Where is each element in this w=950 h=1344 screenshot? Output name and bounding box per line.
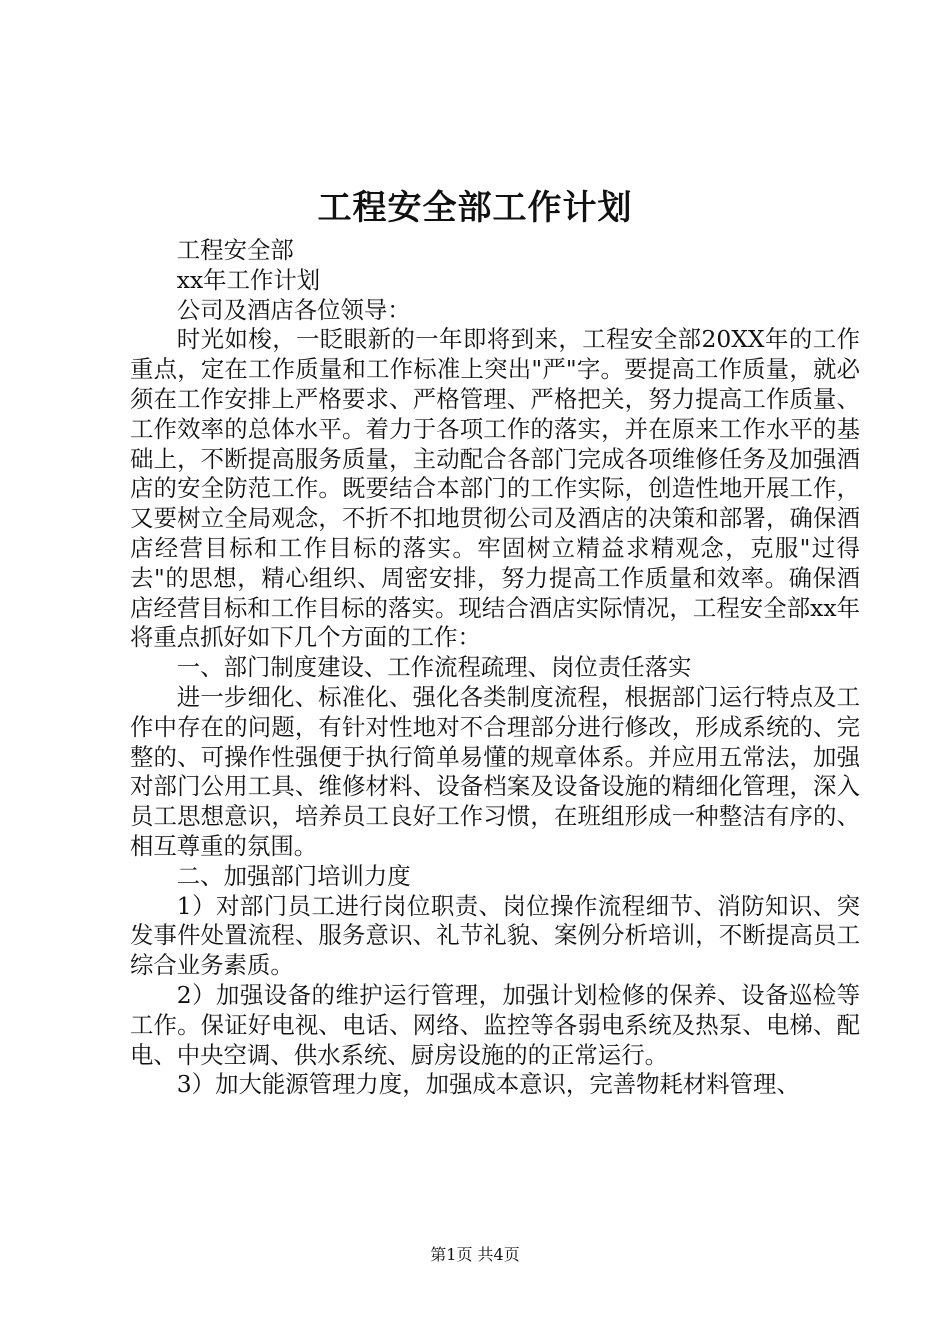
paragraph-intro: 时光如梭，一眨眼新的一年即将到来，工程安全部20XX年的工作重点，定在工作质量和工作标准上突出"严"字。要提高工作质量，就必须在工作安排上严格要求、严格管理、严格把关，努力提高工作质量、工作效率的总体水平。着力于各项工作的落实，并在原来工作水平的基础上，不断提高服务质量，主动配合各部门完成各项维修任务及加强酒店的安全防范工作。既要结合本部门的工作实际，创造性地开展工作，又要树立全局观念，不折不扣地贯彻公司及酒店的决策和部署，确保酒店经营目标和工作目标的落实。牢固树立精益求精观念，克服"过得去"的思想，精心组织、周密安排，努力提高工作质量和效率。确保酒店经营目标和工作目标的落实。现结合酒店实际情况，工程安全部xx年将重点抓好如下几个方面的工作： [130,325,860,652]
section-heading-1: 一、部门制度建设、工作流程疏理、岗位责任落实 [176,653,692,682]
paragraph-plan-year: xx年工作计划 [176,265,321,294]
paragraph-salutation: 公司及酒店各位领导： [176,295,411,324]
paragraph-item-1: 1）对部门员工进行岗位职责、岗位操作流程细节、消防知识、突发事件处置流程、服务意识、礼节礼貌、案例分析培训，不断提高员工综合业务素质。 [130,891,860,980]
document-body [130,236,860,1100]
paragraph-item-2: 2）加强设备的维护运行管理，加强计划检修的保养、设备巡检等工作。保证好电视、电话、网络、监控等各弱电系统及热泵、电梯、配电、中央空调、供水系统、厨房设施的的正常运行。 [130,980,860,1069]
paragraph-item-3: 3）加大能源管理力度，加强成本意识，完善物耗材料管理、 [176,1070,800,1099]
section-heading-2: 二、加强部门培训力度 [176,861,411,890]
document-title: 工程安全部工作计划 [317,188,633,228]
page-footer: 第1页 共4页 [430,1245,520,1264]
paragraph-department: 工程安全部 [176,236,294,264]
paragraph-section-1: 进一步细化、标准化、强化各类制度流程，根据部门运行特点及工作中存在的问题，有针对性地对不合理部分进行修改，形成系统的、完整的、可操作性强便于执行简单易懂的规章体系。并应用五常法，加强对部门公用工具、维修材料、设备档案及设备设施的精细化管理，深入员工思想意识，培养员工良好工作习惯，在班组形成一种整洁有序的、相互尊重的氛围。 [130,682,860,860]
